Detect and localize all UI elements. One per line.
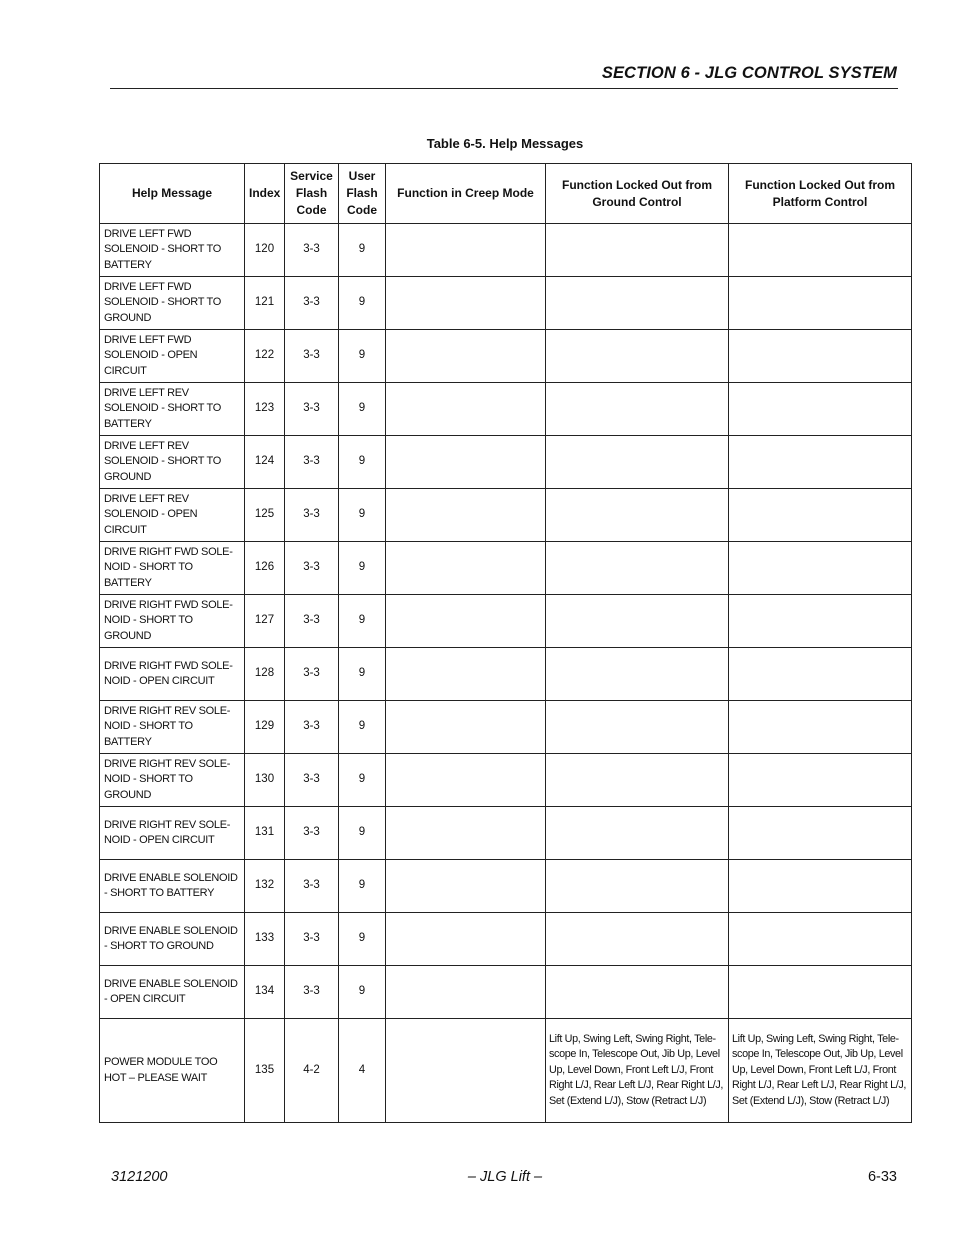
ground-lockout-cell bbox=[546, 224, 729, 277]
platform-lockout-cell bbox=[729, 860, 912, 913]
user-flash-code-cell: 9 bbox=[339, 277, 386, 330]
table-row bbox=[100, 489, 912, 542]
creep-mode-cell bbox=[386, 224, 546, 277]
user-flash-code-cell: 9 bbox=[339, 701, 386, 754]
ground-lockout-cell bbox=[546, 542, 729, 595]
service-flash-code-cell: 3-3 bbox=[285, 224, 339, 277]
index-cell: 126 bbox=[245, 542, 285, 595]
creep-mode-cell bbox=[386, 754, 546, 807]
table-row bbox=[100, 807, 912, 860]
table-row bbox=[100, 277, 912, 330]
table-row bbox=[100, 1019, 912, 1123]
column-header-service-flash-code: Service Flash Code bbox=[285, 164, 339, 224]
user-flash-code-cell: 9 bbox=[339, 383, 386, 436]
ground-lockout-cell bbox=[546, 330, 729, 383]
service-flash-code-cell: 3-3 bbox=[285, 860, 339, 913]
creep-mode-cell bbox=[386, 648, 546, 701]
service-flash-code-cell: 3-3 bbox=[285, 966, 339, 1019]
ground-lockout-cell bbox=[546, 436, 729, 489]
column-header-help-message: Help Message bbox=[100, 164, 245, 224]
creep-mode-cell bbox=[386, 436, 546, 489]
service-flash-code-cell: 3-3 bbox=[285, 330, 339, 383]
index-cell: 128 bbox=[245, 648, 285, 701]
creep-mode-cell bbox=[386, 701, 546, 754]
service-flash-code-cell: 3-3 bbox=[285, 436, 339, 489]
platform-lockout-cell bbox=[729, 330, 912, 383]
index-cell: 130 bbox=[245, 754, 285, 807]
help-message-cell: DRIVE RIGHT REV SOLE-NOID - SHORT TO BATTERY bbox=[100, 701, 245, 754]
platform-lockout-cell bbox=[729, 701, 912, 754]
help-message-cell: DRIVE RIGHT REV SOLE-NOID - OPEN CIRCUIT bbox=[100, 807, 245, 860]
platform-lockout-cell bbox=[729, 913, 912, 966]
table-row bbox=[100, 383, 912, 436]
table-title: Table 6-5. Help Messages bbox=[426, 136, 584, 151]
help-message-cell: DRIVE RIGHT FWD SOLE-NOID - SHORT TO BATTERY bbox=[100, 542, 245, 595]
user-flash-code-cell: 9 bbox=[339, 648, 386, 701]
ground-lockout-cell bbox=[546, 595, 729, 648]
creep-mode-cell bbox=[386, 489, 546, 542]
user-flash-code-cell: 9 bbox=[339, 595, 386, 648]
header-divider bbox=[110, 88, 898, 89]
help-messages-table bbox=[99, 163, 912, 1123]
index-cell: 120 bbox=[245, 224, 285, 277]
help-message-cell: POWER MODULE TOO HOT – PLEASE WAIT bbox=[100, 1019, 245, 1123]
service-flash-code-cell: 4-2 bbox=[285, 1019, 339, 1123]
platform-lockout-cell bbox=[729, 754, 912, 807]
creep-mode-cell bbox=[386, 383, 546, 436]
creep-mode-cell bbox=[386, 860, 546, 913]
creep-mode-cell bbox=[386, 966, 546, 1019]
help-message-cell: DRIVE LEFT REV SOLENOID - SHORT TO BATTERY bbox=[100, 383, 245, 436]
platform-lockout-cell bbox=[729, 807, 912, 860]
ground-lockout-cell bbox=[546, 860, 729, 913]
help-message-cell: DRIVE RIGHT FWD SOLE-NOID - OPEN CIRCUIT bbox=[100, 648, 245, 701]
table-row bbox=[100, 542, 912, 595]
help-message-cell: DRIVE ENABLE SOLENOID - SHORT TO GROUND bbox=[100, 913, 245, 966]
help-message-cell: DRIVE LEFT REV SOLENOID - SHORT TO GROUND bbox=[100, 436, 245, 489]
document-number: 3121200 bbox=[111, 1169, 168, 1185]
service-flash-code-cell: 3-3 bbox=[285, 701, 339, 754]
table-row bbox=[100, 754, 912, 807]
table-row bbox=[100, 595, 912, 648]
index-cell: 134 bbox=[245, 966, 285, 1019]
column-header-creep-mode: Function in Creep Mode bbox=[386, 164, 546, 224]
user-flash-code-cell: 9 bbox=[339, 860, 386, 913]
table-row bbox=[100, 966, 912, 1019]
user-flash-code-cell: 9 bbox=[339, 807, 386, 860]
user-flash-code-cell: 9 bbox=[339, 436, 386, 489]
help-message-cell: DRIVE ENABLE SOLENOID - SHORT TO BATTERY bbox=[100, 860, 245, 913]
ground-lockout-cell bbox=[546, 383, 729, 436]
help-message-cell: DRIVE LEFT FWD SOLENOID - SHORT TO GROUND bbox=[100, 277, 245, 330]
ground-lockout-cell bbox=[546, 807, 729, 860]
column-header-index: Index bbox=[245, 164, 285, 224]
creep-mode-cell bbox=[386, 913, 546, 966]
service-flash-code-cell: 3-3 bbox=[285, 489, 339, 542]
table-row bbox=[100, 648, 912, 701]
table-row bbox=[100, 436, 912, 489]
platform-lockout-cell bbox=[729, 277, 912, 330]
service-flash-code-cell: 3-3 bbox=[285, 542, 339, 595]
creep-mode-cell bbox=[386, 595, 546, 648]
ground-lockout-cell bbox=[546, 648, 729, 701]
service-flash-code-cell: 3-3 bbox=[285, 595, 339, 648]
platform-lockout-cell bbox=[729, 595, 912, 648]
creep-mode-cell bbox=[386, 330, 546, 383]
service-flash-code-cell: 3-3 bbox=[285, 648, 339, 701]
table-row bbox=[100, 701, 912, 754]
help-message-cell: DRIVE LEFT FWD SOLENOID - OPEN CIRCUIT bbox=[100, 330, 245, 383]
ground-lockout-cell bbox=[546, 489, 729, 542]
creep-mode-cell bbox=[386, 277, 546, 330]
user-flash-code-cell: 9 bbox=[339, 330, 386, 383]
user-flash-code-cell: 9 bbox=[339, 754, 386, 807]
help-message-cell: DRIVE LEFT FWD SOLENOID - SHORT TO BATTERY bbox=[100, 224, 245, 277]
platform-lockout-cell bbox=[729, 542, 912, 595]
platform-lockout-cell: Lift Up, Swing Left, Swing Right, Tele-scope In, Telescope Out, Jib Up, Level Up, Level Down, Front Left L/J, Front Right L/J, Rear Left L/J, Rear Right L/J, Set (Extend L/J), Stow (Retract L/J) bbox=[729, 1019, 912, 1123]
creep-mode-cell bbox=[386, 1019, 546, 1123]
index-cell: 133 bbox=[245, 913, 285, 966]
ground-lockout-cell bbox=[546, 913, 729, 966]
service-flash-code-cell: 3-3 bbox=[285, 277, 339, 330]
table-row bbox=[100, 913, 912, 966]
table-row bbox=[100, 330, 912, 383]
index-cell: 121 bbox=[245, 277, 285, 330]
user-flash-code-cell: 9 bbox=[339, 966, 386, 1019]
column-header-user-flash-code: User Flash Code bbox=[339, 164, 386, 224]
service-flash-code-cell: 3-3 bbox=[285, 383, 339, 436]
column-header-platform-lockout: Function Locked Out from Platform Control bbox=[729, 164, 912, 224]
index-cell: 122 bbox=[245, 330, 285, 383]
footer-brand: – JLG Lift – bbox=[467, 1169, 543, 1185]
help-message-cell: DRIVE RIGHT FWD SOLE-NOID - SHORT TO GROUND bbox=[100, 595, 245, 648]
creep-mode-cell bbox=[386, 542, 546, 595]
user-flash-code-cell: 9 bbox=[339, 542, 386, 595]
index-cell: 123 bbox=[245, 383, 285, 436]
platform-lockout-cell bbox=[729, 648, 912, 701]
service-flash-code-cell: 3-3 bbox=[285, 807, 339, 860]
user-flash-code-cell: 9 bbox=[339, 913, 386, 966]
table-header-row bbox=[100, 164, 912, 224]
index-cell: 135 bbox=[245, 1019, 285, 1123]
user-flash-code-cell: 9 bbox=[339, 489, 386, 542]
user-flash-code-cell: 9 bbox=[339, 224, 386, 277]
column-header-ground-lockout: Function Locked Out from Ground Control bbox=[546, 164, 729, 224]
index-cell: 132 bbox=[245, 860, 285, 913]
ground-lockout-cell bbox=[546, 754, 729, 807]
section-title: SECTION 6 - JLG CONTROL SYSTEM bbox=[601, 64, 897, 82]
table-row bbox=[100, 860, 912, 913]
ground-lockout-cell bbox=[546, 966, 729, 1019]
platform-lockout-cell bbox=[729, 383, 912, 436]
index-cell: 125 bbox=[245, 489, 285, 542]
platform-lockout-cell bbox=[729, 224, 912, 277]
platform-lockout-cell bbox=[729, 489, 912, 542]
service-flash-code-cell: 3-3 bbox=[285, 913, 339, 966]
creep-mode-cell bbox=[386, 807, 546, 860]
ground-lockout-cell: Lift Up, Swing Left, Swing Right, Tele-scope In, Telescope Out, Jib Up, Level Up, Level Down, Front Left L/J, Front Right L/J, Rear Left L/J, Rear Right L/J, Set (Extend L/J), Stow (Retract L/J) bbox=[546, 1019, 729, 1123]
service-flash-code-cell: 3-3 bbox=[285, 754, 339, 807]
user-flash-code-cell: 4 bbox=[339, 1019, 386, 1123]
platform-lockout-cell bbox=[729, 966, 912, 1019]
index-cell: 124 bbox=[245, 436, 285, 489]
page-number: 6-33 bbox=[867, 1169, 897, 1185]
index-cell: 131 bbox=[245, 807, 285, 860]
help-message-cell: DRIVE RIGHT REV SOLE-NOID - SHORT TO GROUND bbox=[100, 754, 245, 807]
index-cell: 129 bbox=[245, 701, 285, 754]
index-cell: 127 bbox=[245, 595, 285, 648]
table-row bbox=[100, 224, 912, 277]
help-message-cell: DRIVE LEFT REV SOLENOID - OPEN CIRCUIT bbox=[100, 489, 245, 542]
help-message-cell: DRIVE ENABLE SOLENOID - OPEN CIRCUIT bbox=[100, 966, 245, 1019]
ground-lockout-cell bbox=[546, 277, 729, 330]
ground-lockout-cell bbox=[546, 701, 729, 754]
platform-lockout-cell bbox=[729, 436, 912, 489]
